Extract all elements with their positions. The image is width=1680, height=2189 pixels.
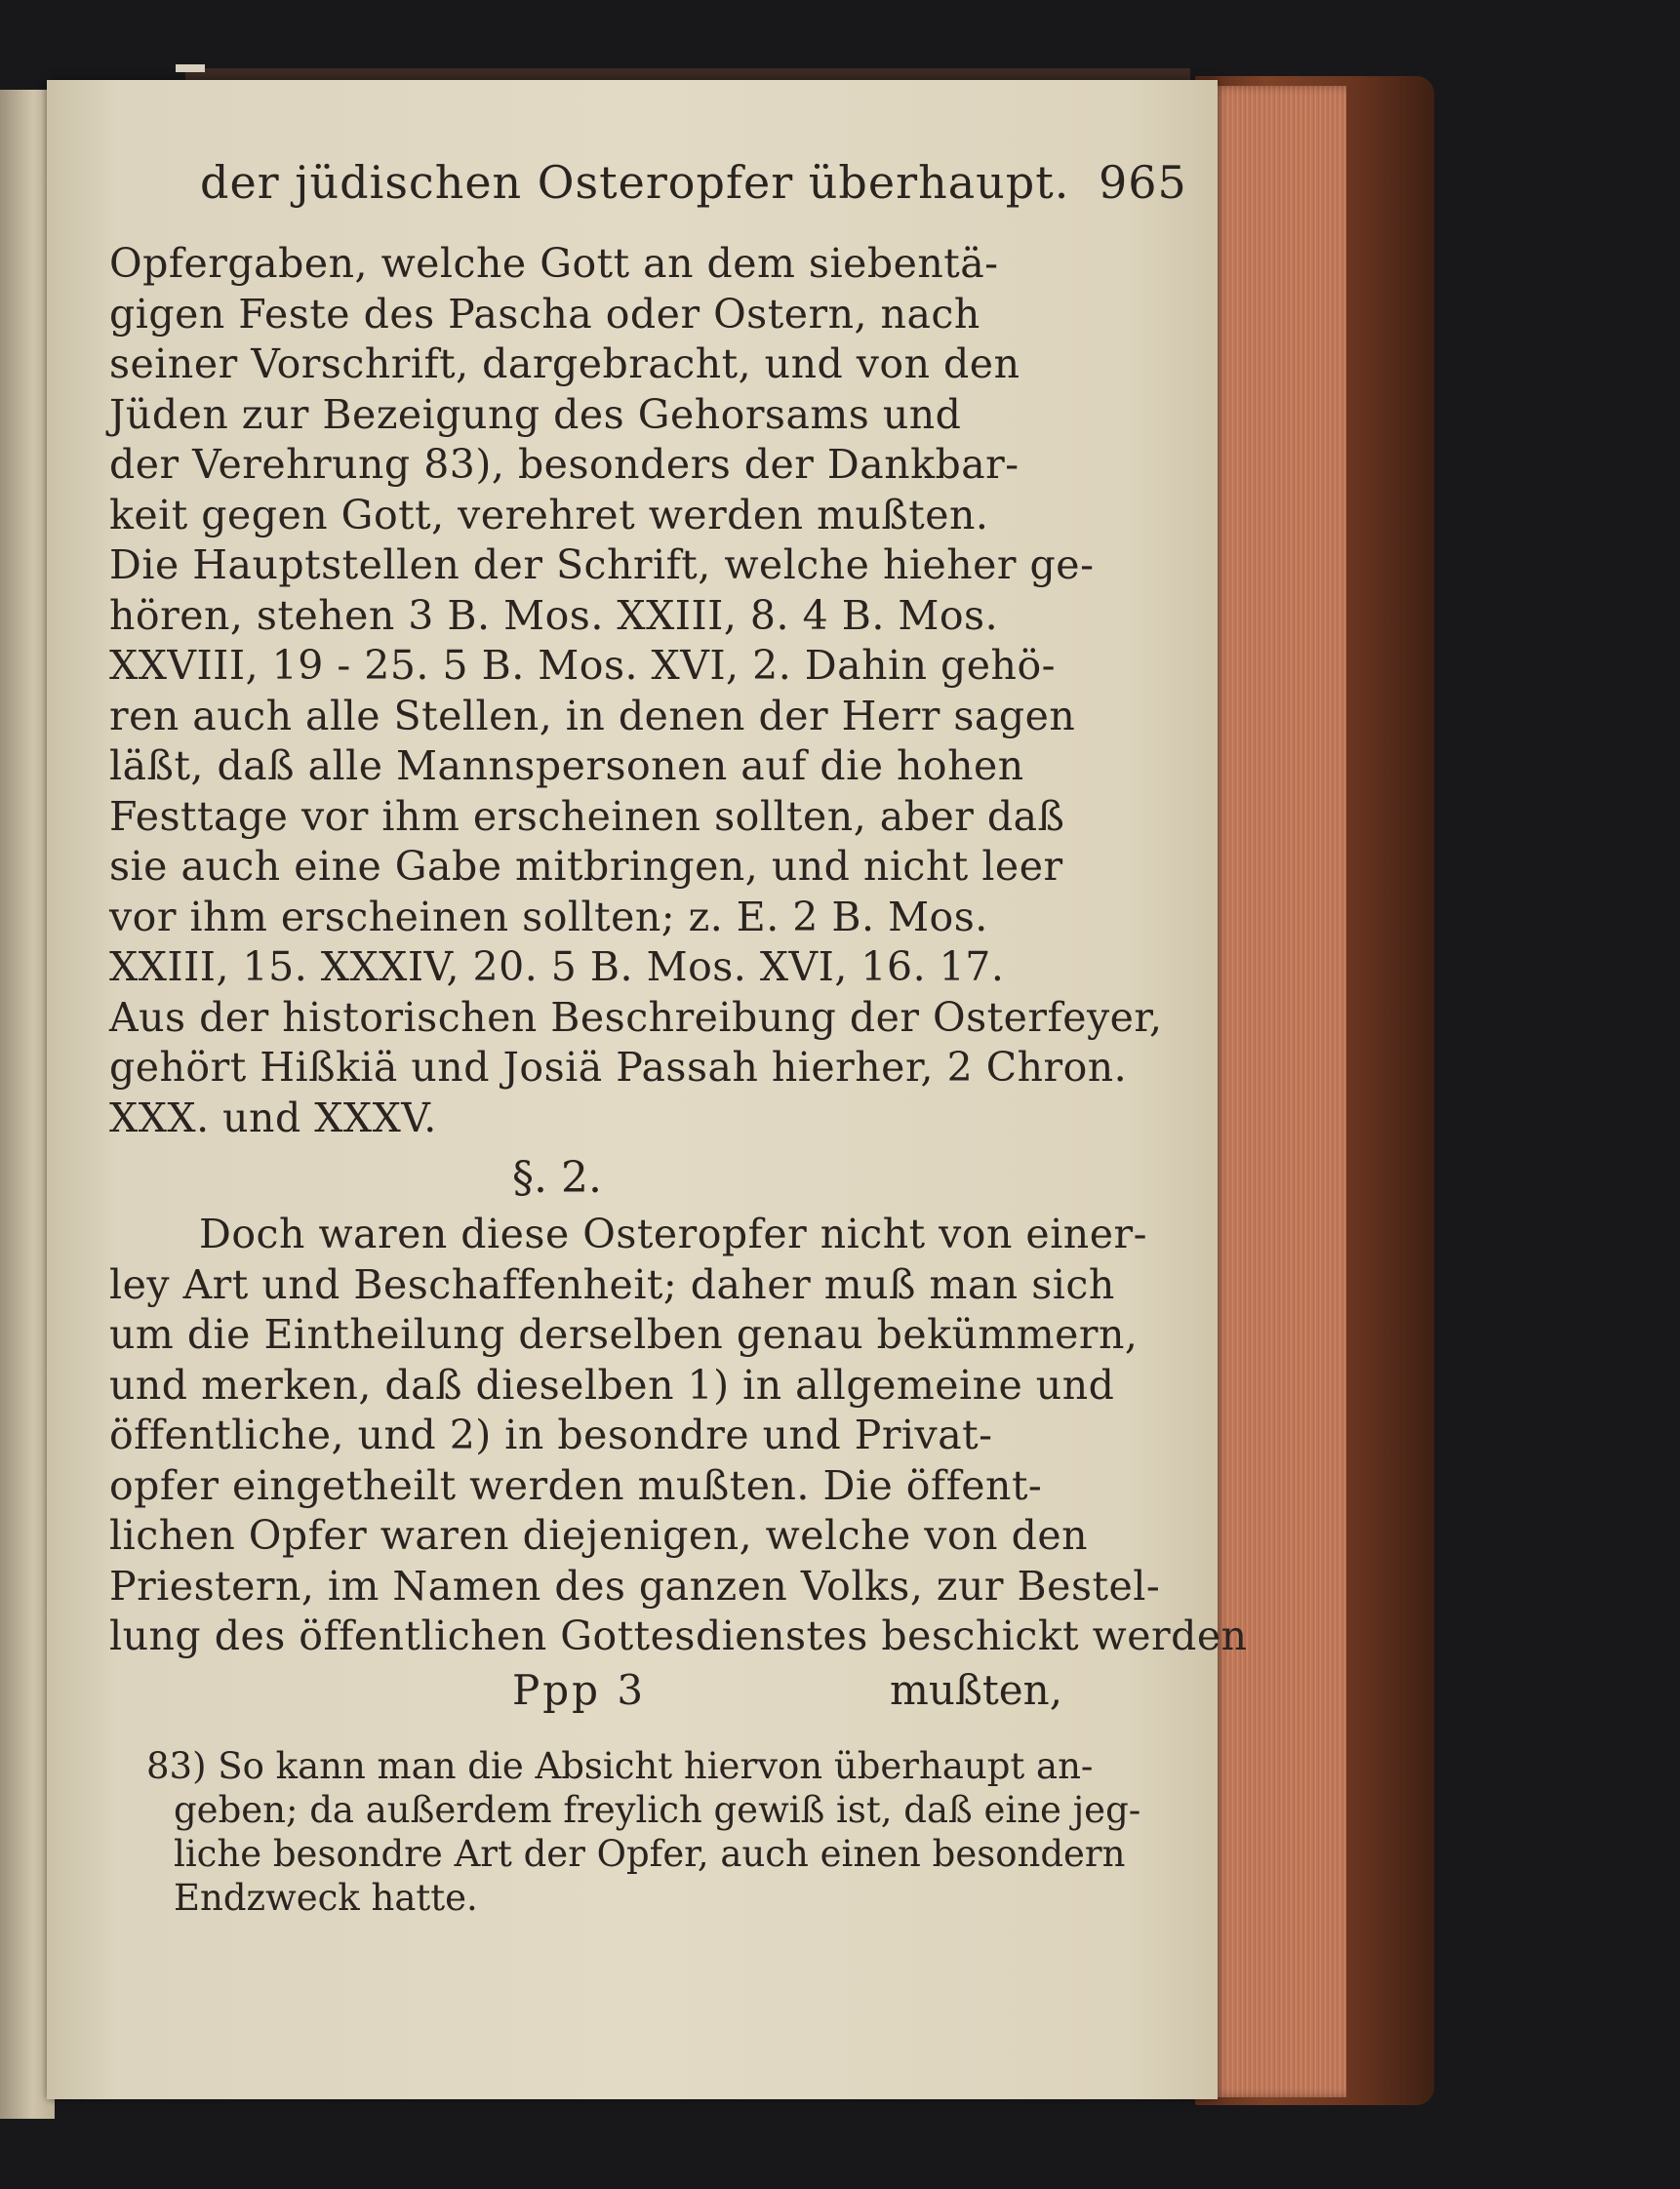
text-line: lung des öffentlichen Gottesdienstes beschickt werden (109, 1612, 1248, 1659)
text-line: öffentliche, und 2) in besondre und Privat- (109, 1412, 993, 1458)
text-line: ley Art und Beschaffenheit; daher muß man sich (109, 1260, 1115, 1308)
text-line: XXIII, 15. XXXIV, 20. 5 B. Mos. XVI, 16. 17. (109, 943, 1005, 990)
body-paragraph-1 (109, 239, 1163, 1143)
text-line: XXX. und XXXV. (109, 1094, 437, 1141)
text-line: läßt, daß alle Mannspersonen auf die hohen (109, 742, 1024, 789)
page-number: 965 (1098, 156, 1187, 209)
top-edge-shadow (185, 68, 1190, 80)
text-line: sie auch eine Gabe mitbringen, und nicht leer (109, 843, 1063, 890)
text-line: und merken, daß dieselben 1) in allgemeine und (109, 1361, 1115, 1409)
running-head (200, 156, 1187, 209)
text-line: Opfergaben, welche Gott an dem siebentä- (109, 240, 999, 287)
body-paragraph-2 (109, 1210, 1248, 1662)
text-line: Doch waren diese Osteropfer nicht von einer- (199, 1211, 1147, 1257)
scan-mark (176, 64, 205, 72)
text-line: Aus der historischen Beschreibung der Osterfeyer, (109, 993, 1163, 1041)
text-line: Die Hauptstellen der Schrift, welche hieher ge- (109, 541, 1095, 588)
text-line: Priestern, im Namen des ganzen Volks, zur Bestel- (109, 1562, 1161, 1610)
text-line: hören, stehen 3 B. Mos. XXIII, 8. 4 B. Mos. (109, 591, 999, 639)
text-line: opfer eingetheilt werden mußten. Die öffent- (109, 1461, 1043, 1509)
footnote-line: liche besondre Art der Opfer, auch einen besondern (174, 1833, 1126, 1875)
text-line: ren auch alle Stellen, in denen der Herr sagen (109, 692, 1076, 739)
text-line: gehört Hißkiä und Josiä Passah hierher, 2 Chron. (109, 1044, 1128, 1091)
text-line: Festtage vor ihm erscheinen sollten, aber daß (109, 792, 1065, 840)
text-line: lichen Opfer waren diejenigen, welche von den (109, 1512, 1088, 1559)
page-fore-edge (1210, 86, 1346, 2097)
text-line: Jüden zur Bezeigung des Gehorsams und (109, 390, 962, 438)
text-line: der Verehrung 83), besonders der Dankbar- (109, 441, 1020, 488)
section-heading: §. 2. (512, 1153, 602, 1203)
footnotes (146, 1744, 1140, 1920)
printer-signature: Ppp 3 (512, 1666, 647, 1714)
catchword: mußten, (890, 1666, 1063, 1714)
running-title: der jüdischen Osteropfer überhaupt. (200, 156, 1070, 209)
text-line: seiner Vorschrift, dargebracht, und von den (109, 340, 1020, 387)
text-line: vor ihm erscheinen sollten; z. E. 2 B. Mos. (109, 893, 988, 940)
text-line: keit gegen Gott, verehret werden mußten. (109, 491, 989, 538)
text-line: gigen Feste des Pascha oder Ostern, nach (109, 290, 980, 338)
text-line: XXVIII, 19 - 25. 5 B. Mos. XVI, 2. Dahin gehö- (109, 642, 1056, 689)
text-line: um die Eintheilung derselben genau bekümmern, (109, 1311, 1139, 1358)
footnote-line: 83) So kann man die Absicht hiervon überhaupt an- (146, 1745, 1094, 1787)
footnote-line: geben; da außerdem freylich gewiß ist, daß eine jeg- (174, 1789, 1141, 1831)
footnote-line: Endzweck hatte. (174, 1877, 478, 1919)
